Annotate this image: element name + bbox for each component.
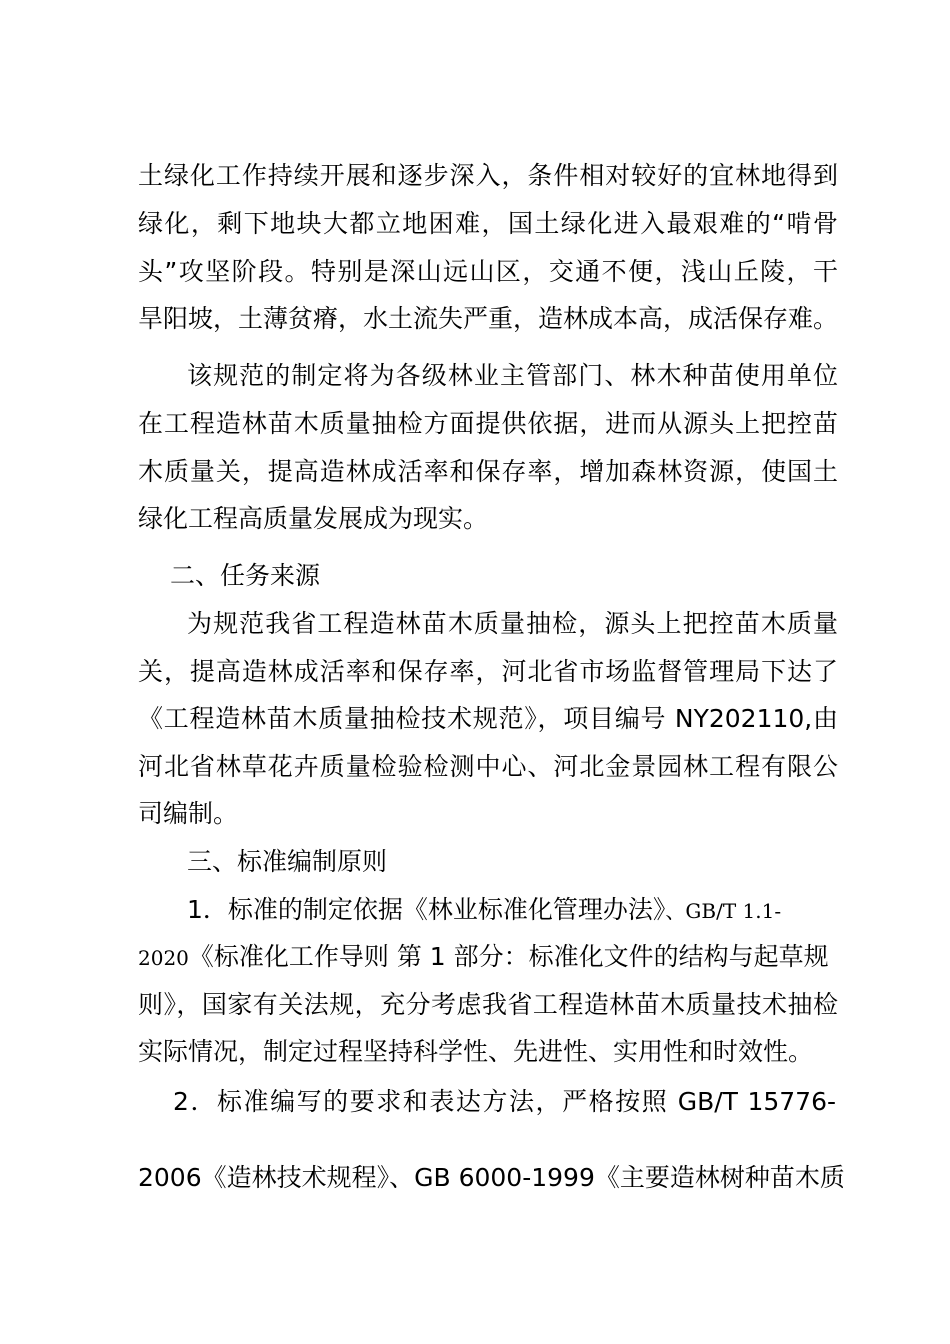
paragraph-line: 在工程造林苗木质量抽检方面提供依据，进而从源头上把控苗 [138, 409, 838, 438]
paragraph-line: 关，提高造林成活率和保存率，河北省市场监督管理局下达了 [138, 657, 838, 686]
paragraph-line: 土绿化工作持续开展和逐步深入，条件相对较好的宜林地得到 [138, 161, 838, 190]
paragraph-line: 该规范的制定将为各级林业主管部门、林木种苗使用单位 [187, 361, 838, 390]
paragraph-line: 2．标准编写的要求和表达方法，严格按照 GB/T 15776- [173, 1087, 836, 1116]
paragraph-line: 《工程造林苗木质量抽检技术规范》，项目编号 NY202110,由 [138, 704, 838, 733]
line-text: 1．标准的制定依据《林业标准化管理办法》 [187, 895, 666, 924]
line-text: 《标准化工作导则 第 1 部分：标准化文件的结构与起草规 [188, 942, 829, 971]
paragraph-line [138, 941, 848, 974]
paragraph-line: 实际情况，制定过程坚持科学性、先进性、实用性和时效性。 [138, 1037, 814, 1066]
paragraph-line: 河北省林草花卉质量检验检测中心、河北金景园林工程有限公 [138, 752, 838, 781]
paragraph-line: 木质量关，提高造林成活率和保存率，增加森林资源，使国土 [138, 457, 838, 486]
section-heading: 三、标准编制原则 [187, 847, 388, 876]
paragraph-line: 头”攻坚阶段。特别是深山远山区，交通不便，浅山丘陵，干 [138, 257, 838, 286]
paragraph-line: 司编制。 [138, 799, 239, 828]
paragraph-line: 旱阳坡，土薄贫瘠，水土流失严重，造林成本高，成活保存难。 [138, 304, 839, 333]
paragraph-line: 2006《造林技术规程》、GB 6000-1999《主要造林树种苗木质 [138, 1163, 845, 1192]
paragraph-line: 绿化工程高质量发展成为现实。 [138, 504, 489, 533]
line-text-serif: 、GB/T 1.1- [665, 899, 782, 923]
paragraph-line: 为规范我省工程造林苗木质量抽检，源头上把控苗木质量 [187, 609, 838, 638]
paragraph-line [187, 894, 847, 927]
paragraph-line: 则》，国家有关法规，充分考虑我省工程造林苗木质量技术抽检 [138, 990, 838, 1019]
paragraph-line: 绿化，剩下地块大都立地困难，国土绿化进入最艰难的“啃骨 [138, 209, 838, 238]
line-text-serif: 2020 [138, 946, 189, 970]
section-heading: 二、任务来源 [170, 561, 321, 590]
